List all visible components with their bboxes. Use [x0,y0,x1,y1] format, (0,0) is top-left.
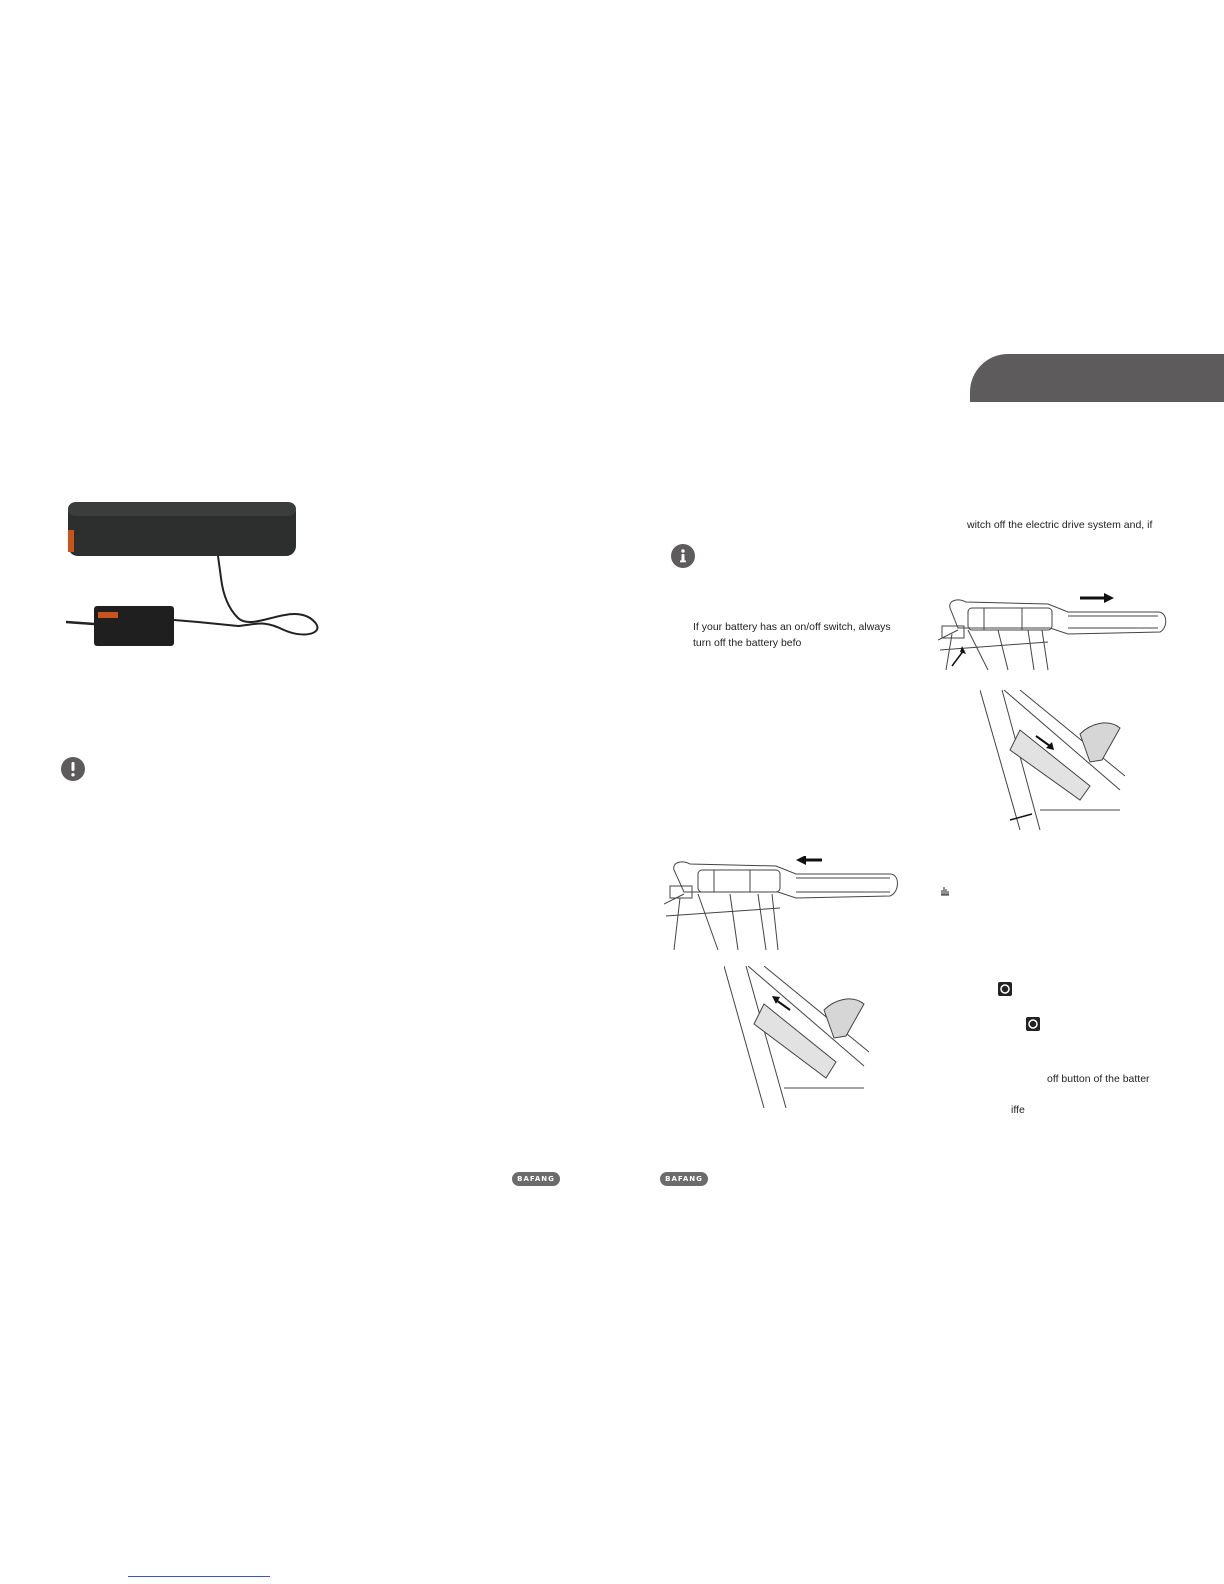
section-tab [970,354,1224,402]
link-underline[interactable] [128,1576,270,1577]
power-button-icon [1026,1017,1040,1031]
iffe-text: iffe [1011,1104,1025,1116]
rack-battery-removal-illustration [938,590,1178,680]
exclamation-icon [61,757,85,781]
frame-battery-removal-illustration [980,690,1125,830]
frame-battery-insertion-illustration [724,966,869,1108]
battery-charger-photo [58,500,328,660]
off-button-text: off button of the batter [1047,1073,1150,1085]
switch-off-text: witch off the electric drive system and, if [967,519,1153,531]
power-button-icon [998,982,1012,996]
battery-switch-text-line2: turn off the battery befo [693,637,802,649]
bafang-logo: BAFANG [660,1172,708,1186]
bafang-logo: BAFANG [512,1172,560,1186]
rack-battery-insertion-illustration [664,856,909,956]
hand-icon [940,886,950,896]
info-icon [671,544,695,568]
battery-switch-text-line1: If your battery has an on/off switch, always [693,621,891,633]
